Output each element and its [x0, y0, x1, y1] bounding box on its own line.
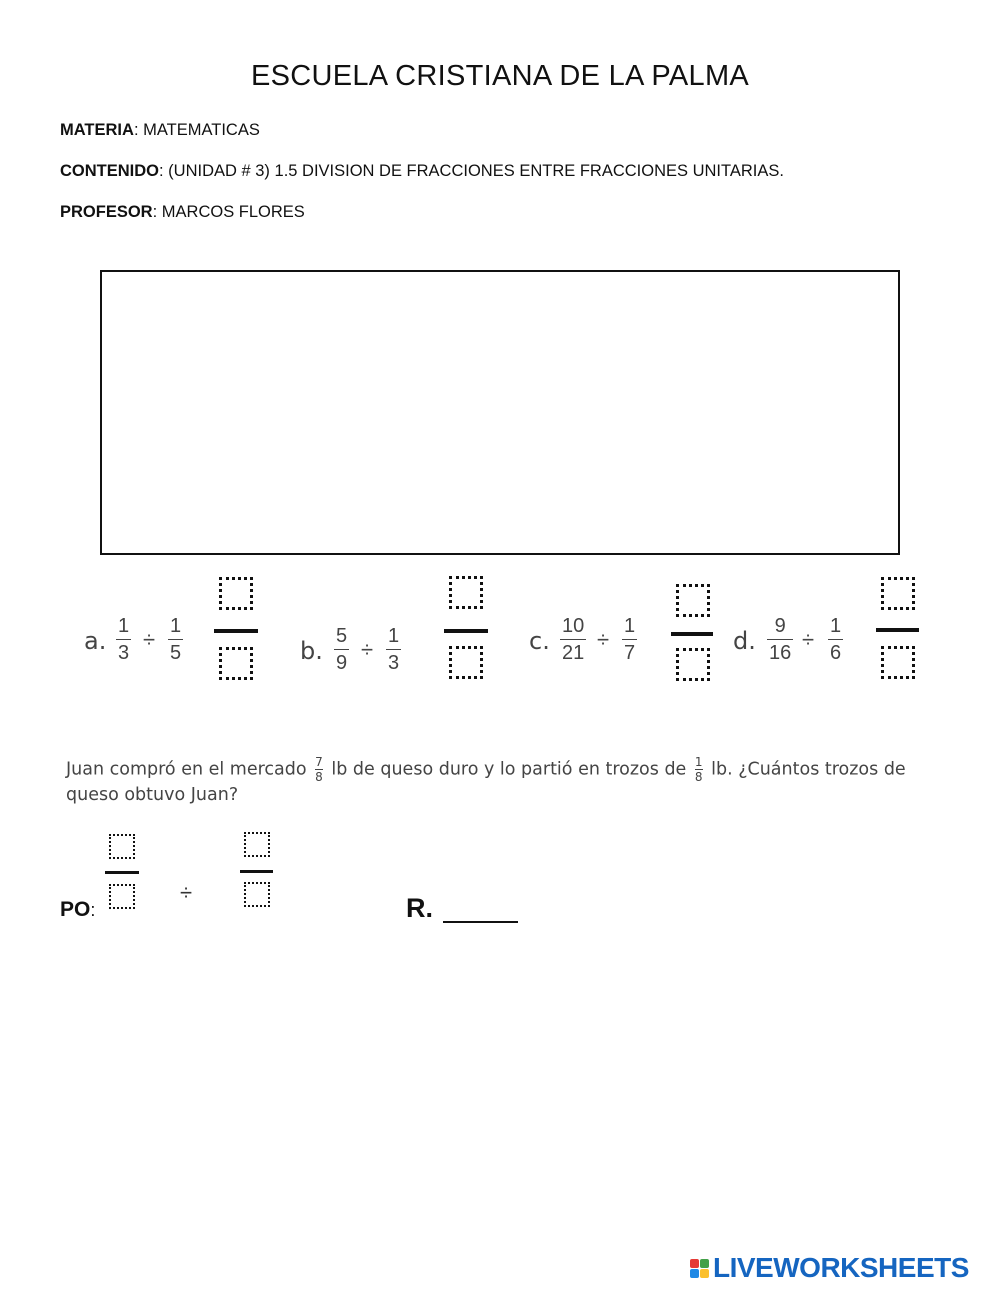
numerator: 1	[118, 615, 130, 637]
denominator: 16	[769, 642, 792, 664]
fraction-divisor	[622, 616, 637, 663]
denominator: 21	[562, 642, 585, 664]
materia-label: MATERIA	[60, 121, 134, 139]
denominator: 9	[336, 652, 348, 674]
profesor-value: : MARCOS FLORES	[152, 203, 305, 221]
fraction-dividend	[767, 616, 793, 663]
denominator: 7	[624, 642, 636, 664]
answer-denominator-box[interactable]	[676, 648, 710, 681]
answer-numerator-box[interactable]	[449, 576, 483, 609]
divide-sign: ÷	[597, 627, 610, 652]
po-label	[60, 898, 95, 922]
denominator: 3	[118, 642, 130, 664]
contenido-line	[60, 162, 784, 181]
materia-line	[60, 121, 260, 140]
fraction-divisor	[168, 616, 183, 663]
answer-fraction-bar	[444, 629, 488, 633]
problem-fraction	[315, 756, 323, 783]
answer-denominator-box[interactable]	[449, 646, 483, 679]
numerator: 5	[336, 625, 348, 647]
answer-numerator-box[interactable]	[881, 577, 915, 610]
numerator: 1	[624, 615, 636, 637]
r-label: R.	[406, 893, 433, 923]
po-fraction-bar-1	[105, 871, 139, 874]
po-fraction-bar-2	[240, 870, 273, 873]
answer-numerator-box[interactable]	[219, 577, 253, 610]
liveworksheets-logo	[690, 1252, 969, 1284]
answer-fraction-bar	[876, 628, 919, 632]
po-denominator-2-box[interactable]	[244, 882, 270, 907]
answer-denominator-box[interactable]	[881, 646, 915, 679]
problem-text: lb. ¿Cuántos trozos de queso obtuvo Juan?	[66, 759, 906, 805]
denominator: 6	[830, 642, 842, 664]
profesor-line	[60, 203, 305, 222]
po-numerator-2-box[interactable]	[244, 832, 270, 857]
exercise-label: a.	[84, 627, 107, 655]
divide-sign: ÷	[361, 637, 374, 662]
po-denominator-1-box[interactable]	[109, 884, 135, 909]
denominator: 5	[170, 642, 182, 664]
page-title: ESCUELA CRISTIANA DE LA PALMA	[250, 60, 750, 92]
problem-fraction	[695, 756, 703, 783]
contenido-label: CONTENIDO	[60, 162, 159, 180]
numerator: 1	[170, 615, 182, 637]
denominator: 8	[694, 770, 703, 784]
problem-text: lb de queso duro y lo partió en trozos de	[331, 759, 687, 780]
fraction-dividend	[334, 626, 349, 673]
po-numerator-1-box[interactable]	[109, 834, 135, 859]
numerator: 1	[388, 625, 400, 647]
divide-sign: ÷	[143, 627, 156, 652]
numerator: 10	[562, 615, 585, 637]
materia-value: : MATEMATICAS	[133, 121, 260, 139]
answer-numerator-box[interactable]	[676, 584, 710, 617]
drawing-area[interactable]	[100, 270, 900, 555]
numerator: 7	[315, 755, 323, 769]
fraction-dividend	[560, 616, 586, 663]
divide-sign: ÷	[180, 880, 193, 905]
numerator: 1	[694, 755, 703, 769]
denominator: 3	[388, 652, 400, 674]
answer-fraction-bar	[214, 629, 258, 633]
logo-text: LIVEWORKSHEETS	[713, 1252, 969, 1283]
divide-sign: ÷	[802, 627, 815, 652]
fraction-divisor	[828, 616, 843, 663]
numerator: 1	[830, 615, 842, 637]
problem-text: Juan compró en el mercado	[66, 759, 307, 780]
logo-icon	[690, 1259, 709, 1278]
answer-fraction-bar	[671, 632, 713, 636]
po-label-text: PO	[60, 898, 91, 921]
numerator: 9	[774, 615, 786, 637]
denominator: 8	[315, 770, 323, 784]
word-problem	[66, 756, 946, 808]
answer-denominator-box[interactable]	[219, 647, 253, 680]
contenido-value: : (UNIDAD # 3) 1.5 DIVISION DE FRACCIONES ENTRE FRACCIONES UNITARIAS.	[159, 162, 784, 180]
exercise-label: d.	[733, 627, 756, 655]
profesor-label: PROFESOR	[60, 203, 153, 221]
fraction-dividend	[116, 616, 131, 663]
exercise-label: b.	[300, 637, 323, 665]
exercise-label: c.	[529, 627, 550, 655]
answer-blank-line[interactable]	[443, 921, 518, 923]
fraction-divisor	[386, 626, 401, 673]
po-colon: :	[90, 900, 96, 920]
